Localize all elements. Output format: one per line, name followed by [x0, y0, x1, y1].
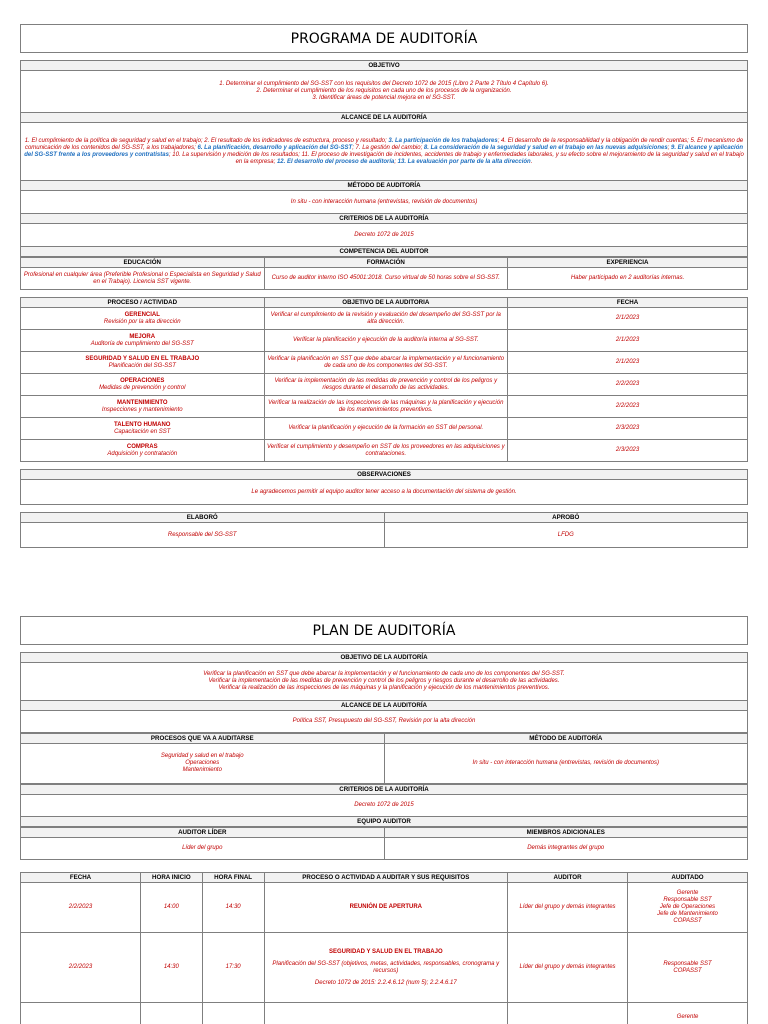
programa-objetivo-table — [20, 60, 748, 257]
alcance-segment: 3. La participación de los trabajadores — [388, 137, 498, 144]
proceso-objective: Verificar la planificación en SST que debe abarcar la implementación y el funcionamiento de cada uno de los componentes del SG-SST. — [264, 352, 508, 374]
competencia-value: Curso de auditor interno ISO 45001:2018. Curso virtual de 50 horas sobre el SG-SST. — [264, 268, 508, 290]
procesos-row — [21, 440, 748, 462]
plan-metodo-value: In situ - con interacción humana (entrevistas, revisión de documentos) — [384, 744, 748, 784]
agenda-row — [21, 933, 748, 1003]
competencia-table — [20, 257, 748, 290]
proceso-cell — [21, 418, 265, 440]
proceso-name: MANTENIMIENTO — [116, 399, 168, 406]
alcance-segment: 8. La consideración de la seguridad y salud en el trabajo en las nuevas adquisiciones — [423, 144, 668, 151]
procesos-header: PROCESO / ACTIVIDAD — [21, 298, 265, 308]
agenda-date: 2/2/2023 — [21, 933, 141, 1003]
agenda-header: FECHA — [21, 873, 141, 883]
agenda-auditor: Líder del grupo y demás integrantes — [508, 933, 628, 1003]
equipo-label: EQUIPO AUDITOR — [21, 817, 748, 827]
agenda-process-title: REUNIÓN DE APERTURA — [349, 904, 423, 910]
criterios-value: Decreto 1072 de 2015 — [21, 224, 748, 247]
agenda-process — [264, 933, 508, 1003]
agenda-audited — [628, 933, 748, 1003]
plan-metodo-label: MÉTODO DE AUDITORÍA — [384, 734, 748, 744]
alcance-text — [24, 138, 744, 165]
agenda-audited-line: Gerente — [676, 1014, 699, 1020]
agenda-audited — [628, 1003, 748, 1024]
elaboro-label: ELABORÓ — [21, 513, 385, 523]
agenda-start: 14:30 — [140, 933, 202, 1003]
procesos-row — [21, 352, 748, 374]
alcance-value — [21, 123, 748, 181]
observaciones-value: Le agradecemos permitir al equipo auditor tener acceso a la documentación del sistema de gestión. — [21, 480, 748, 505]
agenda-row — [21, 1003, 748, 1024]
competencia-header: EXPERIENCIA — [508, 258, 748, 268]
metodo-label: MÉTODO DE AUDITORÍA — [21, 181, 748, 191]
agenda-header: HORA INICIO — [140, 873, 202, 883]
proceso-name: OPERACIONES — [120, 377, 165, 384]
proceso-date: 2/1/2023 — [508, 308, 748, 330]
alcance-segment: 12. El desarrollo del proceso de auditoría — [276, 158, 395, 165]
competencia-value: Profesional en cualquier área (Preferible Profesional o Especialista en Seguridad y Salud en el Trabajo). Licencia SST vigente. — [21, 268, 265, 290]
elaboro-value: Responsable del SG-SST — [21, 523, 385, 548]
alcance-segment: ; 4. El desarrollo de la responsabilidad y la obligación de rendir cuentas; 5. El mecanismo de comunicación de los contenidos del SG-SST, a los trabajadores; — [24, 137, 744, 151]
proceso-date: 2/2/2023 — [508, 374, 748, 396]
proceso-objective: Verificar la planificación y ejecución de la auditoría interna al SG-SST. — [264, 330, 508, 352]
plan-proceso-line: Seguridad y salud en el trabajo — [160, 753, 244, 759]
agenda-audited-line: Responsable SST — [663, 897, 712, 903]
alcance-segment: ; — [667, 144, 672, 151]
alcance-segment: ; 7. La gestión del cambio; — [352, 144, 424, 151]
proceso-date: 2/1/2023 — [508, 330, 748, 352]
agenda-process-title: SEGURIDAD Y SALUD EN EL TRABAJO — [328, 948, 443, 955]
procesos-header: OBJETIVO DE LA AUDITORIA — [264, 298, 508, 308]
agenda-audited-line: COPASST — [673, 967, 702, 974]
agenda-header: AUDITADO — [628, 873, 748, 883]
proceso-cell — [21, 374, 265, 396]
agenda-row — [21, 883, 748, 933]
miembros-value: Demás integrantes del grupo — [384, 838, 748, 860]
agenda-process — [264, 883, 508, 933]
proceso-name: TALENTO HUMANO — [114, 421, 171, 428]
alcance-segment: 6. La planificación, desarrollo y aplicación del SG-SST — [197, 144, 353, 151]
procesos-row — [21, 418, 748, 440]
plan-procesos-label: PROCESOS QUE VA A AUDITARSE — [21, 734, 385, 744]
alcance-segment: 1. El cumplimiento de la política de seguridad y salud en el trabajo; 2. El resultado de los indicadores de estructura, proceso y resultado; — [24, 137, 389, 144]
proceso-name: MEJORA — [129, 333, 156, 340]
proceso-name: SEGURIDAD Y SALUD EN EL TRABAJO — [85, 355, 200, 362]
procesos-row — [21, 330, 748, 352]
lider-value: Líder del grupo — [21, 838, 385, 860]
proceso-cell — [21, 352, 265, 374]
plan-criterios-table — [20, 784, 748, 827]
proceso-activity: Planificación del SG-SST — [108, 362, 176, 369]
plan-objetivo-line: Verificar la implementación de las medidas de prevención y control de los peligros y riesgos durante el desarrollo de las actividades. — [208, 678, 560, 684]
proceso-cell — [21, 396, 265, 418]
plan-objetivo-line: Verificar la realización de las inspecciones de las máquinas y la planificación y ejecución de los mantenimientos preventivos. — [218, 685, 550, 691]
observaciones-label: OBSERVACIONES — [21, 470, 748, 480]
proceso-cell — [21, 440, 265, 462]
proceso-activity: Auditoría de cumplimiento del SG-SST — [90, 340, 194, 347]
alcance-label: ALCANCE DE LA AUDITORÍA — [21, 113, 748, 123]
proceso-name: COMPRAS — [126, 443, 158, 450]
agenda-audited-line: Jefe de Mantenimiento — [657, 911, 718, 917]
agenda-header: AUDITOR — [508, 873, 628, 883]
agenda-process-line: Planificación del SG-SST (objetivos, metas, actividades, responsables, cronograma y recursos) — [272, 960, 500, 974]
plan-objetivo-table — [20, 652, 748, 733]
plan-objetivo-line: Verificar la planificación en SST que debe abarcar la implementación y el funcionamiento de cada uno de los componentes del SG-SST. — [203, 671, 565, 677]
agenda-end: 17:30 — [202, 933, 264, 1003]
agenda-auditor: Líder del grupo y demás integrantes — [508, 883, 628, 933]
procesos-row — [21, 396, 748, 418]
proceso-objective: Verificar el cumplimiento y desempeño en SST de los proveedores en las adquisiciones y contrataciones. — [264, 440, 508, 462]
proceso-date: 2/3/2023 — [508, 418, 748, 440]
alcance-segment: 13. La evaluación por parte de la alta dirección — [397, 158, 531, 165]
proceso-activity: Inspecciones y mantenimiento — [101, 406, 183, 413]
programa-title: PROGRAMA DE AUDITORÍA — [20, 24, 748, 53]
procesos-row — [21, 374, 748, 396]
competencia-header: EDUCACIÓN — [21, 258, 265, 268]
agenda-header: HORA FINAL — [202, 873, 264, 883]
proceso-objective: Verificar la implementación de las medidas de prevención y control de los peligros y riesgos durante el desarrollo de las actividades. — [264, 374, 508, 396]
competencia-value: Haber participado en 2 auditorías internas. — [508, 268, 748, 290]
miembros-label: MIEMBROS ADICIONALES — [384, 828, 748, 838]
plan-alcance-value: Política SST, Presupuesto del SG-SST, Revisión por la alta dirección — [21, 711, 748, 733]
plan-objetivo-label: OBJETIVO DE LA AUDITORÍA — [21, 653, 748, 663]
proceso-date: 2/3/2023 — [508, 440, 748, 462]
objetivo-line: 3. Identificar áreas de potencial mejora en el SG-SST. — [312, 95, 456, 101]
agenda-process — [264, 1003, 508, 1024]
agenda-table — [20, 872, 748, 1024]
proceso-date: 2/2/2023 — [508, 396, 748, 418]
plan-criterios-label: CRITERIOS DE LA AUDITORÍA — [21, 785, 748, 795]
proceso-date: 2/1/2023 — [508, 352, 748, 374]
objetivo-line: 1. Determinar el cumplimiento del SG-SST con los requisitos del Decreto 1072 de 2015 (Libro 2 Parte 2 Título 4 Capítulo 6). — [219, 81, 549, 87]
metodo-value: In situ - con interacción humana (entrevistas, revisión de documentos) — [21, 191, 748, 214]
procesos-row — [21, 308, 748, 330]
proceso-objective: Verificar el cumplimiento de la revisión y evaluación del desempeño del SG-SST por la alta dirección. — [264, 308, 508, 330]
agenda-process-line: Decreto 1072 de 2015: 2.2.4.6.12 (num 5); 2.2.4.6.17 — [314, 979, 457, 986]
plan-section — [20, 616, 748, 1024]
criterios-label: CRITERIOS DE LA AUDITORÍA — [21, 214, 748, 224]
agenda-end: 14:30 — [202, 883, 264, 933]
agenda-audited-line: Responsable SST — [663, 960, 712, 967]
agenda-start: 14:00 — [140, 883, 202, 933]
lider-label: AUDITOR LÍDER — [21, 828, 385, 838]
agenda-date — [21, 1003, 141, 1024]
proceso-cell — [21, 308, 265, 330]
procesos-table — [20, 297, 748, 462]
agenda-date: 2/2/2023 — [21, 883, 141, 933]
aprobo-value: LFDG — [384, 523, 748, 548]
proceso-activity: Medidas de prevención y control — [99, 384, 186, 391]
alcance-segment: 9. El alcance y aplicación del SG-SST frente a los proveedores y contratistas — [24, 144, 744, 158]
objetivo-value — [21, 71, 748, 113]
agenda-audited-line: Jefe de Operaciones — [659, 904, 716, 910]
competencia-label: COMPETENCIA DEL AUDITOR — [21, 247, 748, 257]
agenda-auditor — [508, 1003, 628, 1024]
aprobo-label: APROBÓ — [384, 513, 748, 523]
agenda-header: PROCESO O ACTIVIDAD A AUDITAR Y SUS REQUISITOS — [264, 873, 508, 883]
agenda-start — [140, 1003, 202, 1024]
proceso-objective: Verificar la planificación y ejecución de la formación en SST del personal. — [264, 418, 508, 440]
proceso-cell — [21, 330, 265, 352]
proceso-name: GERENCIAL — [124, 311, 160, 318]
agenda-audited-line: COPASST — [673, 918, 702, 924]
objetivo-label: OBJETIVO — [21, 61, 748, 71]
equipo-table — [20, 827, 748, 860]
firmas-table — [20, 512, 748, 548]
plan-proceso-line: Operaciones — [185, 760, 220, 766]
agenda-end — [202, 1003, 264, 1024]
alcance-segment: ; — [394, 158, 398, 165]
proceso-activity: Revisión por la alta dirección — [103, 318, 181, 325]
objetivo-line: 2. Determinar el cumplimiento de los requisitos en cada uno de los procesos de la organización. — [256, 88, 512, 94]
agenda-audited-line: Gerente — [676, 890, 699, 896]
agenda-audited — [628, 883, 748, 933]
plan-procesos-value — [21, 744, 385, 784]
plan-objetivo-value — [21, 663, 748, 701]
competencia-header: FORMACIÓN — [264, 258, 508, 268]
plan-proceso-line: Mantenimiento — [182, 767, 222, 773]
programa-section — [20, 24, 748, 548]
proceso-activity: Adquisición y contratación — [107, 450, 178, 457]
observaciones-table — [20, 469, 748, 505]
plan-title: PLAN DE AUDITORÍA — [20, 616, 748, 645]
alcance-segment: . — [530, 158, 533, 165]
procesos-header: FECHA — [508, 298, 748, 308]
plan-criterios-value: Decreto 1072 de 2015 — [21, 795, 748, 817]
proceso-objective: Verificar la realización de las inspecciones de las máquinas y la planificación y ejecución de los mantenimientos preventivos. — [264, 396, 508, 418]
plan-procesos-table — [20, 733, 748, 784]
proceso-activity: Capacitación en SST — [114, 428, 171, 435]
plan-alcance-label: ALCANCE DE LA AUDITORÍA — [21, 701, 748, 711]
alcance-segment: ; 10. La supervisión y medición de los resultados; 11. El proceso de investigación de incidentes, accidentes de trabajo y enfermedades laborales, y su efecto sobre el mejoramiento de la seguridad y salud en el trabajo en la empresa; — [168, 151, 744, 165]
